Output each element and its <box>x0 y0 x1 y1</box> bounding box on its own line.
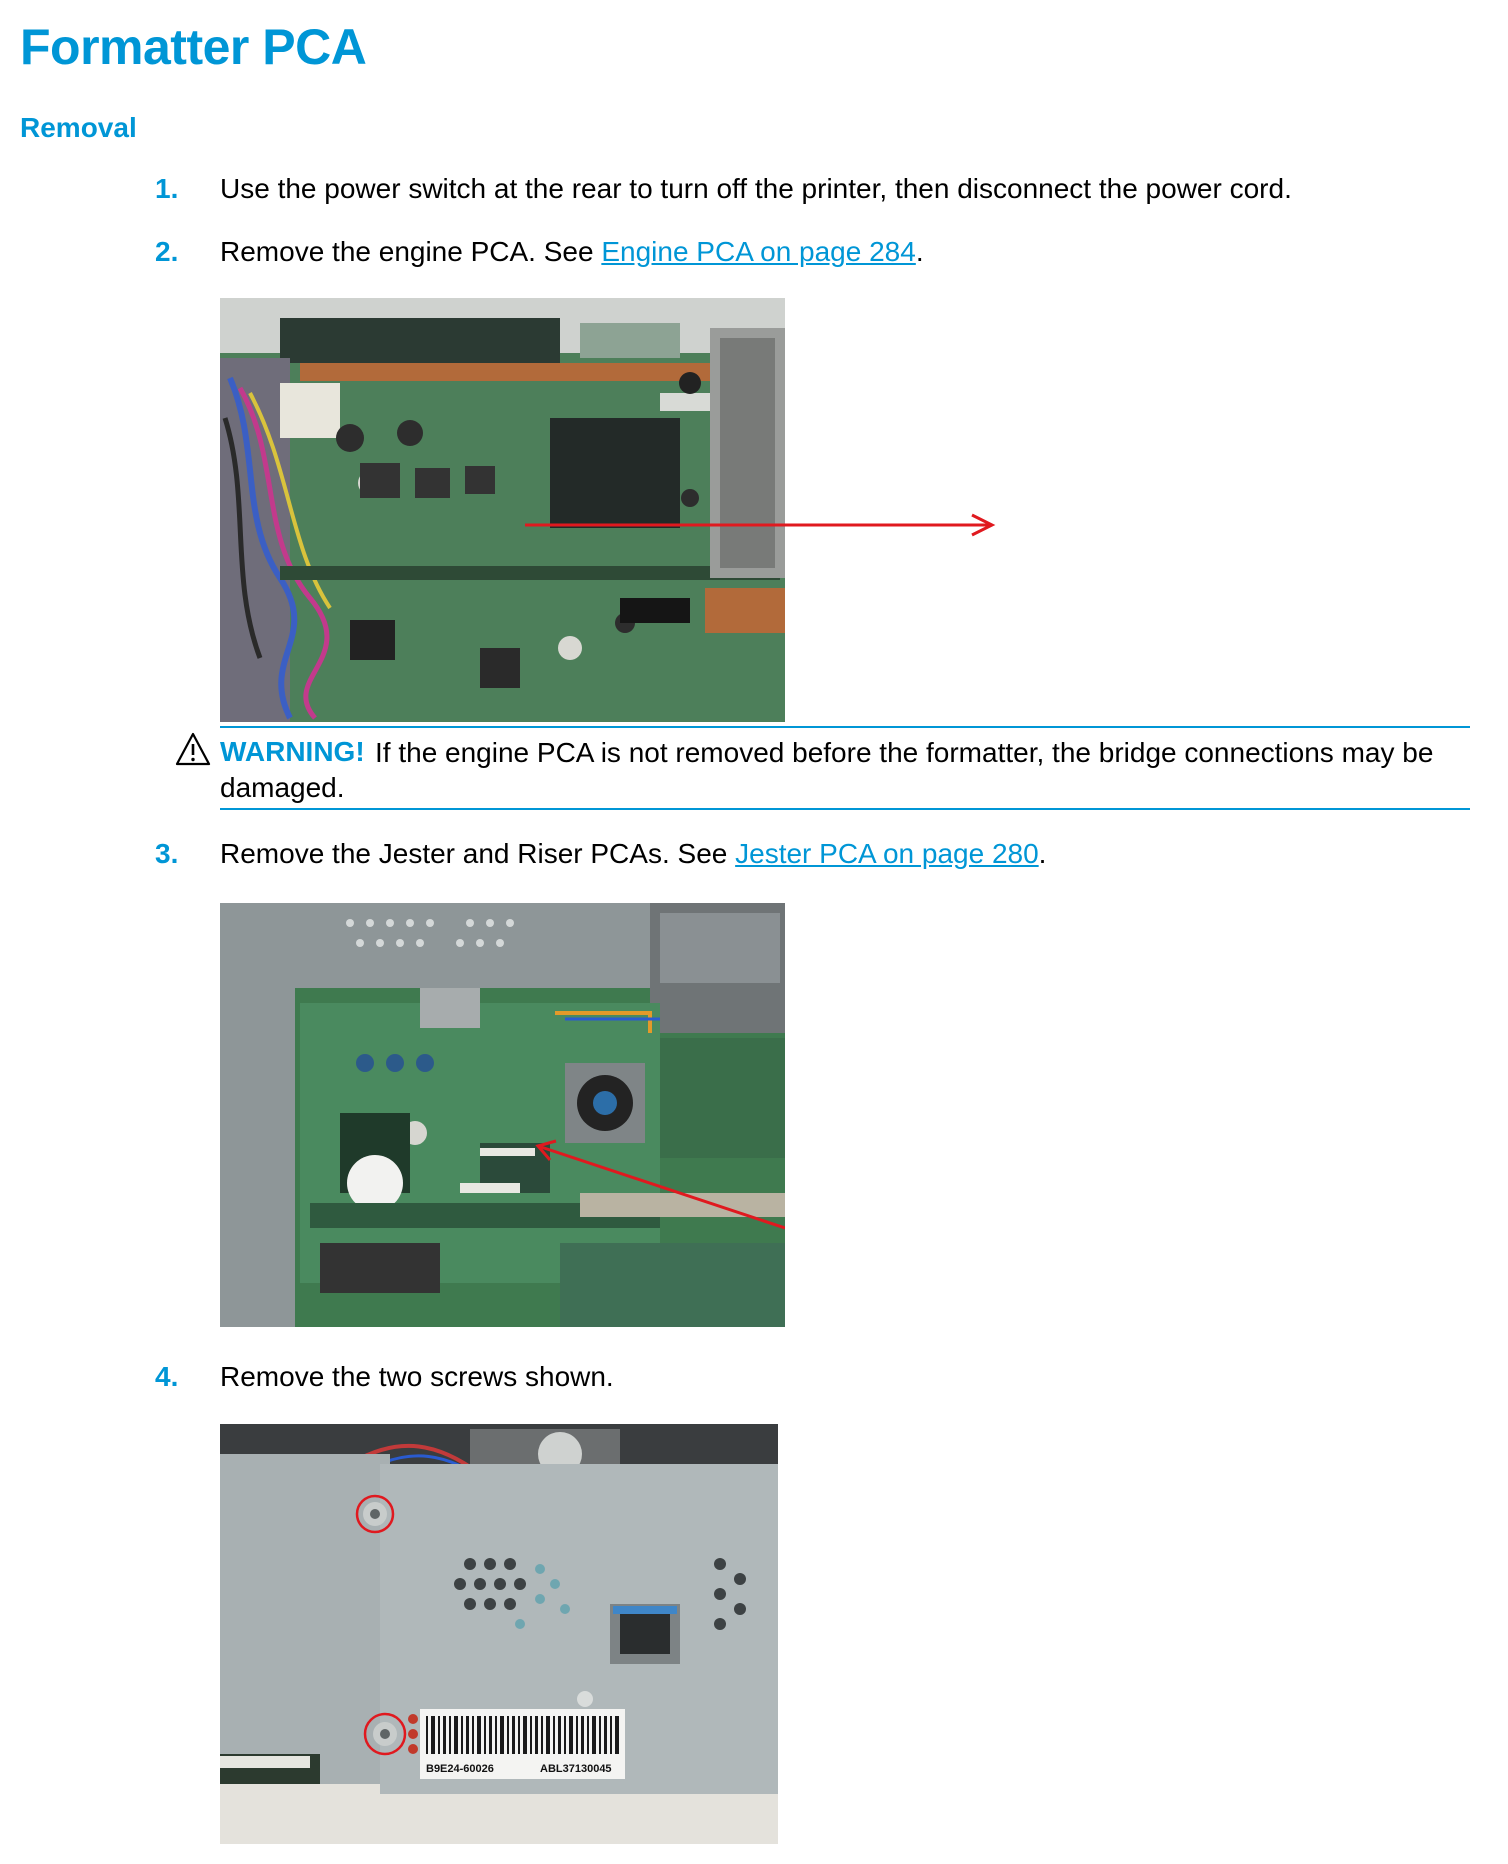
step-text: Use the power switch at the rear to turn off the printer, then disconnect the power cord. <box>220 173 1292 204</box>
engine-pca-photo <box>220 298 1010 722</box>
step-number: 4. <box>155 1361 179 1392</box>
engine-pca-link[interactable]: Engine PCA on page 284 <box>601 236 916 267</box>
page-title: Formatter PCA <box>20 19 367 75</box>
warning-label: WARNING! <box>220 736 365 767</box>
step-text-tail: . <box>915 236 924 267</box>
section-heading: Removal <box>20 112 137 143</box>
step-text: Remove the two screws shown. <box>220 1361 614 1392</box>
warning-top-rule <box>220 726 1470 728</box>
step-number: 1. <box>155 173 179 204</box>
step-text-lead: Remove the Jester and Riser PCAs. See <box>220 838 736 869</box>
formatter-screws-photo <box>220 1424 778 1844</box>
barcode-serial-number: ABL37130045 <box>540 1763 612 1775</box>
step-number: 2. <box>155 236 179 267</box>
warning-text: If the engine PCA is not removed before the formatter, the bridge connections may be damaged. <box>220 737 1434 803</box>
formatter-screws-photo-graphic <box>220 1424 778 1844</box>
barcode-part-number: B9E24-60026 <box>426 1763 494 1775</box>
step-text-lead: Remove the engine PCA. See <box>220 236 602 267</box>
jester-pca-link[interactable]: Jester PCA on page 280 <box>735 838 1039 869</box>
engine-pca-photo-graphic <box>220 298 1010 722</box>
warning-triangle-icon <box>175 732 211 766</box>
jester-pca-photo <box>220 903 785 1327</box>
step-number: 3. <box>155 838 179 869</box>
jester-pca-photo-graphic <box>220 903 785 1327</box>
warning-bottom-rule <box>220 808 1470 810</box>
step-text <box>220 235 924 269</box>
step-text <box>220 837 1046 871</box>
step-text-tail: . <box>1038 838 1047 869</box>
